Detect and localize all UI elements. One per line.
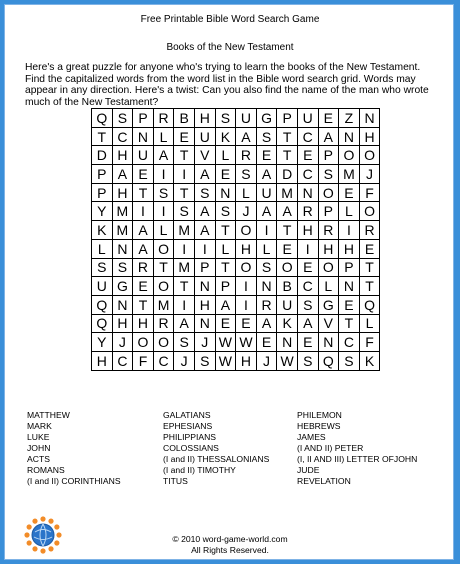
grid-cell: N bbox=[318, 333, 339, 352]
grid-cell: A bbox=[174, 314, 195, 333]
grid-cell: J bbox=[174, 351, 195, 370]
grid-cell: A bbox=[297, 314, 318, 333]
grid-cell: V bbox=[194, 146, 215, 165]
grid-cell: A bbox=[133, 221, 154, 240]
grid-cell: P bbox=[339, 258, 360, 277]
grid-cell: S bbox=[174, 333, 195, 352]
word-list-column-1 bbox=[27, 410, 121, 487]
grid-row bbox=[92, 165, 380, 184]
grid-cell: P bbox=[92, 165, 113, 184]
grid-cell: P bbox=[194, 258, 215, 277]
grid-cell: C bbox=[297, 165, 318, 184]
word-list-item: REVELATION bbox=[297, 476, 351, 486]
grid-cell: S bbox=[174, 202, 195, 221]
word-list-column-2 bbox=[163, 410, 269, 487]
grid-cell: G bbox=[318, 295, 339, 314]
grid-cell: N bbox=[359, 109, 380, 128]
grid-cell: L bbox=[339, 202, 360, 221]
grid-cell: M bbox=[277, 183, 298, 202]
grid-cell: U bbox=[133, 146, 154, 165]
grid-cell: H bbox=[133, 314, 154, 333]
grid-cell: C bbox=[112, 351, 133, 370]
grid-cell: N bbox=[339, 127, 360, 146]
grid-cell: H bbox=[339, 239, 360, 258]
grid-cell: E bbox=[215, 165, 236, 184]
grid-cell: H bbox=[236, 351, 257, 370]
grid-cell: H bbox=[359, 127, 380, 146]
grid-cell: N bbox=[194, 277, 215, 296]
grid-cell: D bbox=[92, 146, 113, 165]
grid-cell: T bbox=[153, 258, 174, 277]
grid-cell: U bbox=[277, 295, 298, 314]
grid-cell: C bbox=[297, 277, 318, 296]
grid-cell: A bbox=[153, 146, 174, 165]
grid-cell: D bbox=[277, 165, 298, 184]
grid-cell: A bbox=[256, 314, 277, 333]
grid-cell: W bbox=[215, 333, 236, 352]
grid-cell: E bbox=[339, 295, 360, 314]
grid-cell: R bbox=[133, 258, 154, 277]
word-list-item: EPHESIANS bbox=[163, 421, 213, 431]
grid-cell: T bbox=[215, 258, 236, 277]
grid-cell: T bbox=[174, 146, 195, 165]
grid-cell: J bbox=[359, 165, 380, 184]
grid-cell: A bbox=[236, 127, 257, 146]
word-list-item: (I and II) TIMOTHY bbox=[163, 465, 236, 475]
grid-cell: Q bbox=[318, 351, 339, 370]
grid-cell: I bbox=[236, 277, 257, 296]
grid-row bbox=[92, 146, 380, 165]
grid-cell: N bbox=[112, 239, 133, 258]
grid-row bbox=[92, 221, 380, 240]
word-list-column-3 bbox=[297, 410, 417, 487]
word-list-item: MARK bbox=[27, 421, 52, 431]
grid-cell: G bbox=[256, 109, 277, 128]
grid-cell: E bbox=[297, 333, 318, 352]
grid-cell: J bbox=[112, 333, 133, 352]
grid-cell: L bbox=[215, 239, 236, 258]
grid-cell: S bbox=[194, 351, 215, 370]
grid-cell: K bbox=[92, 221, 113, 240]
grid-cell: S bbox=[297, 351, 318, 370]
grid-cell: S bbox=[112, 109, 133, 128]
grid-row bbox=[92, 333, 380, 352]
grid-cell: L bbox=[215, 146, 236, 165]
grid-cell: Y bbox=[92, 202, 113, 221]
grid-cell: M bbox=[339, 165, 360, 184]
word-list-item: HEBREWS bbox=[297, 421, 341, 431]
grid-cell: T bbox=[339, 314, 360, 333]
page-title: Free Printable Bible Word Search Game bbox=[140, 14, 320, 25]
grid-cell: S bbox=[256, 127, 277, 146]
grid-cell: S bbox=[194, 183, 215, 202]
grid-cell: L bbox=[236, 183, 257, 202]
grid-cell: L bbox=[153, 221, 174, 240]
grid-cell: T bbox=[359, 258, 380, 277]
rights-line: All Rights Reserved. bbox=[191, 545, 269, 555]
grid-cell: Q bbox=[92, 295, 113, 314]
grid-cell: O bbox=[153, 277, 174, 296]
grid-cell: I bbox=[174, 239, 195, 258]
grid-cell: W bbox=[236, 333, 257, 352]
word-list-item: GALATIANS bbox=[163, 410, 211, 420]
word-list-item: PHILIPPIANS bbox=[163, 432, 217, 442]
grid-cell: U bbox=[297, 109, 318, 128]
grid-cell: A bbox=[194, 165, 215, 184]
word-list-item: LUKE bbox=[27, 432, 50, 442]
grid-cell: P bbox=[318, 146, 339, 165]
grid-cell: O bbox=[359, 146, 380, 165]
grid-cell: I bbox=[174, 295, 195, 314]
grid-cell: Q bbox=[92, 109, 113, 128]
grid-cell: S bbox=[256, 258, 277, 277]
grid-cell: A bbox=[256, 202, 277, 221]
grid-cell: M bbox=[174, 221, 195, 240]
grid-cell: T bbox=[92, 127, 113, 146]
grid-cell: T bbox=[133, 295, 154, 314]
grid-cell: Y bbox=[92, 333, 113, 352]
grid-cell: I bbox=[339, 221, 360, 240]
grid-cell: N bbox=[339, 277, 360, 296]
grid-cell: E bbox=[256, 146, 277, 165]
grid-cell: V bbox=[318, 314, 339, 333]
grid-cell: O bbox=[339, 146, 360, 165]
grid-cell: K bbox=[359, 351, 380, 370]
grid-cell: F bbox=[359, 333, 380, 352]
grid-cell: T bbox=[277, 127, 298, 146]
grid-cell: E bbox=[318, 109, 339, 128]
grid-cell: N bbox=[194, 314, 215, 333]
grid-cell: M bbox=[174, 258, 195, 277]
word-search-grid bbox=[91, 108, 380, 371]
grid-cell: E bbox=[133, 165, 154, 184]
grid-cell: E bbox=[339, 183, 360, 202]
grid-cell: T bbox=[359, 277, 380, 296]
grid-cell: I bbox=[236, 295, 257, 314]
grid-cell: O bbox=[133, 333, 154, 352]
grid-cell: M bbox=[112, 202, 133, 221]
word-list-item: (I and II) THESSALONIANS bbox=[163, 454, 270, 464]
grid-cell: A bbox=[133, 239, 154, 258]
grid-cell: B bbox=[277, 277, 298, 296]
word-list-item: (I AND II) PETER bbox=[297, 443, 364, 453]
word-list-item: MATTHEW bbox=[27, 410, 70, 420]
grid-cell: N bbox=[133, 127, 154, 146]
grid-cell: H bbox=[318, 239, 339, 258]
grid-row bbox=[92, 183, 380, 202]
grid-cell: P bbox=[277, 109, 298, 128]
grid-cell: W bbox=[277, 351, 298, 370]
grid-cell: S bbox=[112, 258, 133, 277]
grid-cell: E bbox=[133, 277, 154, 296]
word-list-item: JOHN bbox=[27, 443, 51, 453]
grid-cell: C bbox=[153, 351, 174, 370]
grid-cell: A bbox=[112, 165, 133, 184]
grid-cell: O bbox=[236, 258, 257, 277]
grid-cell: N bbox=[277, 333, 298, 352]
grid-cell: A bbox=[194, 202, 215, 221]
grid-cell: Z bbox=[339, 109, 360, 128]
grid-cell: R bbox=[236, 146, 257, 165]
grid-cell: P bbox=[133, 109, 154, 128]
grid-cell: U bbox=[194, 127, 215, 146]
grid-cell: K bbox=[277, 314, 298, 333]
grid-cell: A bbox=[215, 295, 236, 314]
grid-cell: A bbox=[194, 221, 215, 240]
grid-cell: H bbox=[194, 295, 215, 314]
grid-cell: I bbox=[194, 239, 215, 258]
word-list-item: (I, II AND III) LETTER OFJOHN bbox=[297, 454, 418, 464]
grid-cell: T bbox=[174, 277, 195, 296]
grid-cell: H bbox=[112, 183, 133, 202]
grid-cell: O bbox=[236, 221, 257, 240]
grid-cell: B bbox=[174, 109, 195, 128]
grid-row bbox=[92, 202, 380, 221]
grid-cell: T bbox=[174, 183, 195, 202]
grid-cell: S bbox=[236, 165, 257, 184]
page-subtitle: Books of the New Testament bbox=[166, 42, 294, 53]
grid-cell: W bbox=[215, 351, 236, 370]
grid-cell: R bbox=[153, 314, 174, 333]
grid-cell: S bbox=[92, 258, 113, 277]
grid-cell: J bbox=[194, 333, 215, 352]
grid-cell: U bbox=[256, 183, 277, 202]
grid-cell: H bbox=[112, 146, 133, 165]
grid-cell: N bbox=[112, 295, 133, 314]
grid-cell: O bbox=[153, 333, 174, 352]
grid-cell: I bbox=[153, 202, 174, 221]
grid-cell: S bbox=[215, 109, 236, 128]
grid-cell: T bbox=[215, 221, 236, 240]
grid-cell: O bbox=[277, 258, 298, 277]
grid-cell: H bbox=[194, 109, 215, 128]
grid-cell: L bbox=[153, 127, 174, 146]
grid-cell: E bbox=[277, 239, 298, 258]
grid-cell: O bbox=[318, 183, 339, 202]
copyright-line: © 2010 word-game-world.com bbox=[172, 534, 288, 544]
instructions-paragraph: Here's a great puzzle for anyone who's trying to learn the books of the New Testament. Find the capitalized words from the word list in the Bible word search grid. Words may appear in any direction. Here's a twist: Can you also find the name of the man who wrote much of the New Testament? bbox=[25, 62, 429, 108]
word-list-item: ROMANS bbox=[27, 465, 65, 475]
word-list-item: (I and II) CORINTHIANS bbox=[27, 476, 121, 486]
word-list-item: ACTS bbox=[27, 454, 50, 464]
word-list-item: TITUS bbox=[163, 476, 188, 486]
grid-cell: E bbox=[359, 239, 380, 258]
grid-cell: E bbox=[297, 146, 318, 165]
grid-cell: R bbox=[359, 221, 380, 240]
grid-cell: E bbox=[256, 333, 277, 352]
word-list-item: PHILEMON bbox=[297, 410, 342, 420]
grid-cell: A bbox=[318, 127, 339, 146]
grid-cell: I bbox=[256, 221, 277, 240]
grid-cell: E bbox=[236, 314, 257, 333]
grid-cell: E bbox=[215, 314, 236, 333]
word-list-item: JAMES bbox=[297, 432, 326, 442]
grid-cell: C bbox=[339, 333, 360, 352]
grid-cell: I bbox=[153, 165, 174, 184]
grid-cell: N bbox=[215, 183, 236, 202]
grid-cell: H bbox=[92, 351, 113, 370]
grid-cell: J bbox=[256, 351, 277, 370]
grid-cell: M bbox=[112, 221, 133, 240]
grid-cell: H bbox=[297, 221, 318, 240]
grid-row bbox=[92, 109, 380, 128]
grid-cell: P bbox=[318, 202, 339, 221]
grid-cell: H bbox=[112, 314, 133, 333]
grid-cell: H bbox=[236, 239, 257, 258]
grid-cell: M bbox=[153, 295, 174, 314]
grid-cell: O bbox=[153, 239, 174, 258]
grid-cell: R bbox=[153, 109, 174, 128]
grid-cell: S bbox=[297, 295, 318, 314]
grid-row bbox=[92, 277, 380, 296]
grid-cell: S bbox=[215, 202, 236, 221]
grid-cell: P bbox=[92, 183, 113, 202]
grid-cell: T bbox=[133, 183, 154, 202]
grid-row bbox=[92, 127, 380, 146]
grid-cell: C bbox=[112, 127, 133, 146]
grid-cell: O bbox=[318, 258, 339, 277]
word-list-item: JUDE bbox=[297, 465, 320, 475]
grid-cell: L bbox=[318, 277, 339, 296]
grid-cell: F bbox=[133, 351, 154, 370]
grid-cell: I bbox=[174, 165, 195, 184]
grid-cell: R bbox=[256, 295, 277, 314]
grid-cell: T bbox=[277, 146, 298, 165]
grid-cell: C bbox=[297, 127, 318, 146]
grid-cell: N bbox=[256, 277, 277, 296]
grid-row bbox=[92, 295, 380, 314]
grid-cell: U bbox=[236, 109, 257, 128]
grid-cell: E bbox=[297, 258, 318, 277]
grid-cell: L bbox=[92, 239, 113, 258]
grid-cell: F bbox=[359, 183, 380, 202]
grid-cell: E bbox=[174, 127, 195, 146]
grid-cell: U bbox=[92, 277, 113, 296]
grid-cell: P bbox=[215, 277, 236, 296]
word-list-item: COLOSSIANS bbox=[163, 443, 219, 453]
grid-cell: S bbox=[153, 183, 174, 202]
grid-cell: A bbox=[256, 165, 277, 184]
grid-row bbox=[92, 239, 380, 258]
worksheet-page bbox=[4, 4, 454, 560]
grid-cell: Q bbox=[92, 314, 113, 333]
grid-cell: G bbox=[112, 277, 133, 296]
grid-row bbox=[92, 351, 380, 370]
grid-cell: Q bbox=[359, 295, 380, 314]
grid-cell: K bbox=[215, 127, 236, 146]
grid-cell: T bbox=[277, 221, 298, 240]
grid-cell: O bbox=[359, 202, 380, 221]
grid-cell: I bbox=[297, 239, 318, 258]
grid-cell: L bbox=[256, 239, 277, 258]
grid-row bbox=[92, 258, 380, 277]
grid-cell: R bbox=[318, 221, 339, 240]
grid-cell: A bbox=[277, 202, 298, 221]
grid-cell: J bbox=[236, 202, 257, 221]
grid-row bbox=[92, 314, 380, 333]
grid-cell: N bbox=[297, 183, 318, 202]
grid-cell: S bbox=[318, 165, 339, 184]
grid-cell: I bbox=[133, 202, 154, 221]
grid-cell: S bbox=[339, 351, 360, 370]
grid-cell: L bbox=[359, 314, 380, 333]
grid-cell: R bbox=[297, 202, 318, 221]
